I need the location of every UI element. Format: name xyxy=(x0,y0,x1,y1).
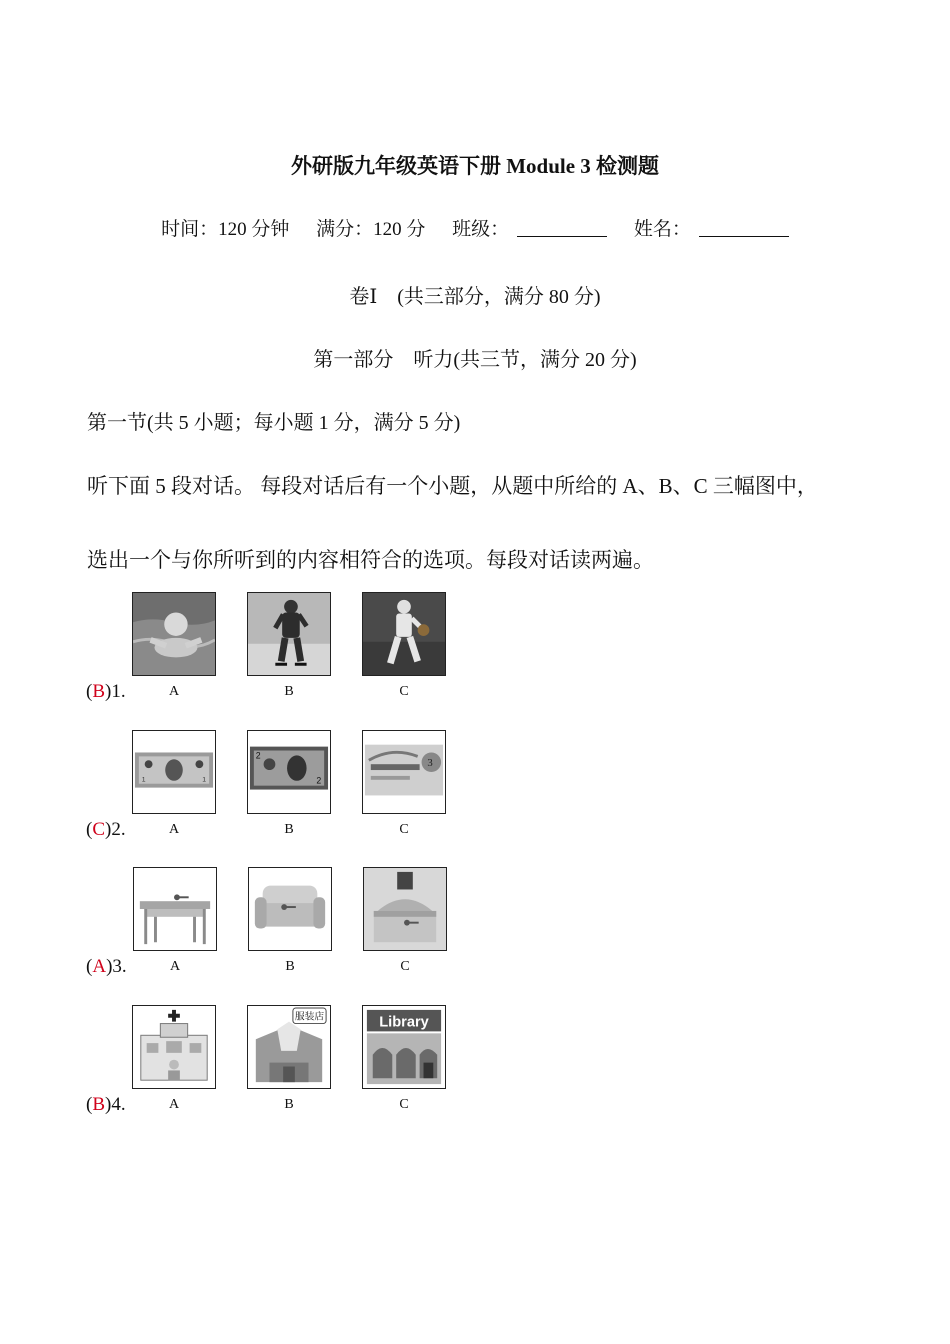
swimming-boy-icon[interactable] xyxy=(132,592,216,676)
option-label: A xyxy=(168,822,180,837)
class-blank[interactable] xyxy=(517,218,607,237)
name-label: 姓名： xyxy=(633,219,691,240)
option-label: B xyxy=(284,822,294,837)
clothing-store-icon[interactable] xyxy=(247,1005,331,1089)
time-info: 时间：120 分钟 xyxy=(161,219,290,240)
option-label: A xyxy=(168,684,180,699)
option-label: B xyxy=(284,684,294,699)
svg-text:2: 2 xyxy=(255,750,261,761)
answer-letter: C xyxy=(92,819,106,840)
answer-letter: B xyxy=(92,1094,106,1115)
option-label: B xyxy=(284,1097,294,1112)
instructions-line-2: 选出一个与你所听到的内容相符合的选项。每段对话读两遍。 xyxy=(87,548,654,572)
question-4 xyxy=(86,1005,486,1125)
library-icon[interactable] xyxy=(362,1005,446,1089)
sofa-with-key-icon[interactable] xyxy=(248,867,332,951)
answer-label: (B)1. xyxy=(86,681,126,702)
svg-text:1: 1 xyxy=(141,776,146,784)
store-sign-text: 服装店 xyxy=(294,1011,325,1023)
option-label: C xyxy=(400,959,410,974)
bed-with-key-icon[interactable] xyxy=(363,867,447,951)
volume-heading: 卷Ⅰ (共三部分，满分 80 分) xyxy=(349,286,601,308)
baseball-boy-icon[interactable] xyxy=(362,592,446,676)
answer-letter: A xyxy=(92,956,107,977)
answer-letter: B xyxy=(92,681,106,702)
option-label: A xyxy=(168,1097,180,1112)
two-dollar-bill-icon[interactable] xyxy=(247,730,331,814)
instructions-line-1: 听下面 5 段对话。 每段对话后有一个小题，从题中所给的 A、B、C 三幅图中， xyxy=(87,474,818,498)
name-blank[interactable] xyxy=(699,218,789,237)
desk-with-key-icon[interactable] xyxy=(133,867,217,951)
library-sign-text: Library xyxy=(379,1014,429,1031)
skating-boy-icon[interactable] xyxy=(247,592,331,676)
svg-text:1: 1 xyxy=(202,776,207,784)
question-2 xyxy=(86,730,486,850)
class-field xyxy=(452,219,607,240)
one-dollar-bill-icon[interactable] xyxy=(132,730,216,814)
kansas-note-icon[interactable] xyxy=(362,730,446,814)
section-heading: 第一节(共 5 小题；每小题 1 分，满分 5 分) xyxy=(87,412,461,434)
answer-label: (C)2. xyxy=(86,819,126,840)
exam-meta xyxy=(0,214,950,241)
option-label: C xyxy=(399,684,409,699)
option-label: C xyxy=(399,822,409,837)
question-1 xyxy=(86,592,486,712)
svg-text:3: 3 xyxy=(427,757,433,770)
svg-text:2: 2 xyxy=(316,775,322,786)
name-field xyxy=(634,219,789,240)
option-label: B xyxy=(285,959,295,974)
part-heading: 第一部分 听力(共三节，满分 20 分) xyxy=(313,349,637,371)
hospital-icon[interactable] xyxy=(132,1005,216,1089)
answer-label: (A)3. xyxy=(86,956,127,977)
class-label: 班级： xyxy=(452,219,510,240)
option-label: C xyxy=(399,1097,409,1112)
question-3 xyxy=(86,867,486,987)
score-info: 满分：120 分 xyxy=(316,219,426,240)
page-title: 外研版九年级英语下册 Module 3 检测题 xyxy=(290,154,660,178)
answer-label: (B)4. xyxy=(86,1094,126,1115)
option-label: A xyxy=(169,959,181,974)
